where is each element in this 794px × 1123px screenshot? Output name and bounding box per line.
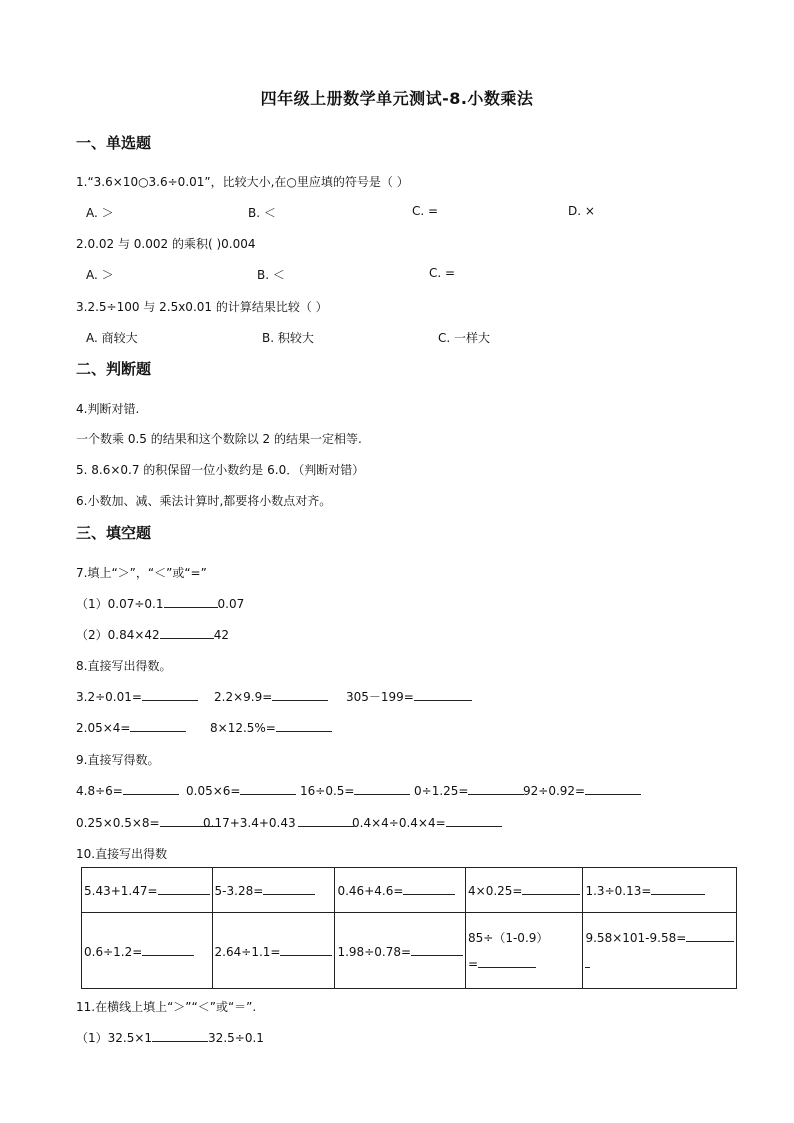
answer-blank[interactable]	[158, 882, 210, 895]
q7-p1-left: （1）0.07÷0.1	[76, 597, 164, 611]
question-7-part-2	[76, 626, 229, 643]
q9-item: 4.8÷6=	[76, 782, 179, 798]
answer-blank[interactable]	[263, 882, 315, 895]
answer-blank[interactable]	[164, 595, 218, 608]
answer-blank[interactable]	[142, 688, 198, 701]
answer-blank[interactable]	[414, 688, 472, 701]
q9-item: 0.25×0.5×8=	[76, 814, 216, 830]
question-2-text: 2.0.02 与 0.002 的乘积( )0.004	[76, 237, 256, 251]
answer-blank[interactable]	[354, 782, 410, 795]
q7-p2-right: 42	[213, 628, 229, 642]
table-cell: 0.46+4.6=	[335, 868, 466, 913]
q9-item: 0.17+3.4+0.43	[203, 814, 354, 830]
section-heading-fill-blank: 三、填空题	[76, 524, 152, 542]
question-1-text: 1.“3.6×10○3.6÷0.01”，比较大小,在○里应填的符号是（ ）	[76, 175, 409, 189]
question-7-part-1	[76, 595, 244, 612]
answer-blank[interactable]	[468, 782, 524, 795]
answer-blank[interactable]	[272, 688, 328, 701]
q9-item: 16÷0.5=	[300, 782, 410, 798]
q9-item: 0÷1.25=	[414, 782, 524, 798]
answer-blank[interactable]	[651, 882, 705, 895]
question-4-text: 4.判断对错.	[76, 402, 140, 416]
table-cell: 5-3.28=	[212, 868, 335, 913]
question-11-part-1: （1）32.5×1 32.5÷0.1	[76, 1031, 264, 1045]
section-heading-true-false: 二、判断题	[76, 360, 152, 378]
question-10-text: 10.直接写出得数	[76, 847, 168, 861]
table-cell: 4×0.25=	[466, 868, 583, 913]
answer-blank[interactable]	[411, 943, 463, 956]
q9-item: 0.4×4÷0.4×4=	[352, 814, 502, 830]
question-2-option-c[interactable]: C. =	[429, 266, 456, 280]
q9-item: 0.05×6=	[186, 782, 296, 798]
section-heading-single-choice: 一、单选题	[76, 134, 152, 152]
q8-item: 2.2×9.9=	[214, 688, 328, 704]
answer-blank[interactable]	[276, 719, 332, 732]
table-cell: 2.64÷1.1=	[212, 913, 335, 989]
table-cell: 0.6÷1.2=	[82, 913, 213, 989]
question-10-table	[81, 867, 737, 989]
answer-blank[interactable]	[478, 955, 536, 968]
question-3-option-a[interactable]: A. 商较大	[86, 331, 138, 345]
answer-blank[interactable]	[446, 814, 502, 827]
question-3-text: 3.2.5÷100 与 2.5x0.01 的计算结果比较（ ）	[76, 300, 328, 314]
answer-blank[interactable]	[585, 955, 590, 968]
answer-blank[interactable]	[130, 719, 186, 732]
q8-item: 3.2÷0.01=	[76, 688, 198, 704]
q8-item: 2.05×4=	[76, 719, 186, 735]
question-2-option-a[interactable]: A. ＞	[86, 268, 114, 282]
question-9-text: 9.直接写得数。	[76, 753, 160, 767]
question-11-text: 11.在横线上填上“＞”“＜”或“＝”.	[76, 1000, 257, 1014]
question-1-option-b[interactable]: B. ＜	[248, 206, 276, 220]
question-1-option-c[interactable]: C. =	[412, 204, 439, 218]
q7-p1-right: 0.07	[217, 597, 245, 611]
answer-blank[interactable]	[298, 814, 354, 827]
question-5-text: 5. 8.6×0.7 的积保留一位小数约是 6.0．（判断对错）	[76, 463, 365, 477]
answer-blank[interactable]	[152, 1029, 208, 1042]
answer-blank[interactable]	[403, 882, 455, 895]
q8-item: 305－199=	[346, 688, 472, 705]
answer-blank[interactable]	[522, 882, 580, 895]
table-cell: 85÷（1-0.9） =	[466, 913, 583, 989]
answer-blank[interactable]	[123, 782, 179, 795]
answer-blank[interactable]	[240, 782, 296, 795]
table-cell: 9.58×101-9.58=	[583, 913, 737, 989]
question-3-option-c[interactable]: C. 一样大	[438, 331, 491, 345]
table-cell: 1.3÷0.13=	[583, 868, 737, 913]
question-1-option-d[interactable]: D. ×	[568, 204, 595, 218]
answer-blank[interactable]	[585, 782, 641, 795]
answer-blank[interactable]	[686, 929, 734, 942]
answer-blank[interactable]	[280, 943, 332, 956]
question-2-option-b[interactable]: B. ＜	[257, 268, 285, 282]
table-cell: 5.43+1.47=	[82, 868, 213, 913]
question-8-text: 8.直接写出得数。	[76, 659, 172, 673]
question-4-statement: 一个数乘 0.5 的结果和这个数除以 2 的结果一定相等.	[76, 432, 362, 446]
question-3-option-b[interactable]: B. 积较大	[262, 331, 314, 345]
q8-item: 8×12.5%=	[210, 719, 332, 735]
q9-item: 92÷0.92=	[523, 782, 641, 798]
question-7-text: 7.填上“＞”，“＜”或“=”	[76, 566, 207, 580]
answer-blank[interactable]	[142, 943, 194, 956]
question-6-text: 6.小数加、减、乘法计算时,都要将小数点对齐。	[76, 494, 332, 508]
q7-p2-left: （2）0.84×42	[76, 628, 160, 642]
answer-blank[interactable]	[160, 626, 214, 639]
question-1-option-a[interactable]: A. ＞	[86, 206, 114, 220]
page-title: 四年级上册数学单元测试-8.小数乘法	[260, 89, 534, 108]
table-cell: 1.98÷0.78=	[335, 913, 466, 989]
